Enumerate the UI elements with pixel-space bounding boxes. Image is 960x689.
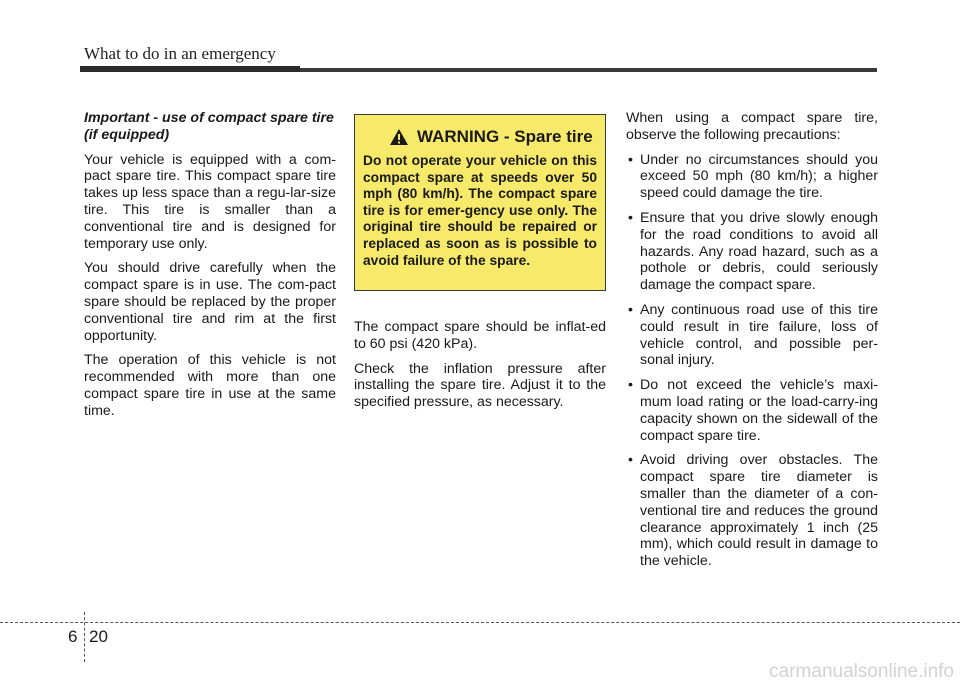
column-right xyxy=(626,110,878,578)
footer-rule xyxy=(0,622,960,623)
list-item: • Any continuous road use of this tire could result in tire failure, loss of vehicle control, and possible per-sonal injury. xyxy=(626,302,878,369)
paragraph: You should drive carefully when the compact spare is in use. The com-pact spare should be replaced by the proper conventional tire and rim at the first opportunity. xyxy=(84,260,336,344)
warning-box xyxy=(354,114,606,291)
column-left xyxy=(84,110,336,428)
page-number: 20 xyxy=(89,627,108,646)
warning-triangle-icon xyxy=(389,128,409,146)
list-item: • Do not exceed the vehicle’s maxi-mum load rating or the load-carry-ing capacity shown on the sidewall of the compact spare tire. xyxy=(626,377,878,444)
column-middle xyxy=(354,110,606,419)
warning-body: Do not operate your vehicle on this compact spare at speeds over 50 mph (80 km/h). The compact spare tire is for emer-gency use only. The original tire should be repaired or replaced as soon as is possible to avoid failure of the spare. xyxy=(363,153,597,268)
chapter-number: 6 xyxy=(68,627,78,646)
watermark: carmanualsonline.info xyxy=(769,661,954,682)
warning-header xyxy=(355,115,605,149)
paragraph: The operation of this vehicle is not recommended with more than one compact spare tire in use at the same time. xyxy=(84,352,336,419)
precautions-list xyxy=(626,152,878,570)
paragraph: When using a compact spare tire, observe the following precautions: xyxy=(626,110,878,143)
paragraph: The compact spare should be inflat-ed to 60 psi (420 kPa). xyxy=(354,319,606,352)
page-header-title: What to do in an emergency xyxy=(84,44,276,63)
list-item: • Under no circumstances should you exceed 50 mph (80 km/h); a higher speed could damage the tire. xyxy=(626,152,878,202)
paragraph: Your vehicle is equipped with a com-pact spare tire. This compact spare tire takes up less space than a regu-lar-size tire. This tire is smaller than a conventional tire and is designed for temporary use only. xyxy=(84,151,336,252)
section-subheading: Important - use of compact spare tire (if equipped) xyxy=(84,110,334,143)
list-item: • Avoid driving over obstacles. The compact spare tire diameter is smaller than the diameter of a con-ventional tire and reduces the ground clearance approximately 1 inch (25 mm), which could result in damage to the vehicle. xyxy=(626,452,878,570)
paragraph: Check the inflation pressure after installing the spare tire. Adjust it to the specified pressure, as necessary. xyxy=(354,360,606,411)
footer-divider xyxy=(84,612,85,662)
list-item: • Ensure that you drive slowly enough for the road conditions to avoid all hazards. Any road hazard, such as a pothole or debris, could seriously damage the compact spare. xyxy=(626,210,878,294)
warning-title: WARNING - Spare tire xyxy=(417,126,593,146)
header-tab-bar xyxy=(80,66,300,72)
